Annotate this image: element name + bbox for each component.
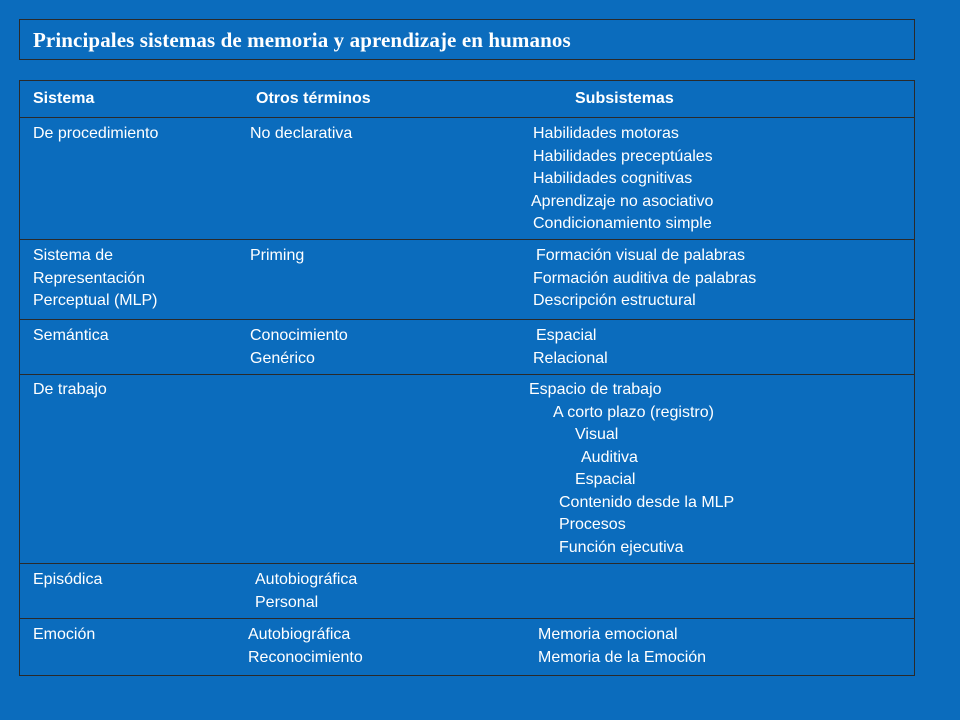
cell-line: Sistema de (33, 247, 114, 264)
cell-sistema (33, 325, 109, 348)
cell-line: Emoción (33, 626, 96, 643)
cell-subsistemas (529, 379, 734, 559)
cell-line: De trabajo (33, 381, 107, 398)
cell-line: De procedimiento (33, 125, 159, 142)
title-box (19, 19, 915, 60)
cell-line: No declarativa (250, 125, 353, 142)
cell-line: Genérico (250, 349, 315, 367)
cell-line: Auditiva (581, 448, 638, 466)
memory-systems-table (19, 80, 915, 676)
cell-sistema (33, 624, 95, 647)
cell-line: Personal (255, 593, 319, 611)
header-sistema: Sistema (33, 90, 95, 107)
cell-sistema (33, 569, 102, 592)
cell-otros (255, 569, 357, 614)
cell-line: A corto plazo (registro) (553, 403, 714, 421)
cell-line: Habilidades preceptúales (533, 147, 713, 165)
cell-line: Habilidades cognitivas (533, 170, 693, 187)
cell-line: Memoria de la Emoción (538, 648, 707, 666)
cell-otros (248, 624, 363, 669)
cell-line: Espacial (575, 471, 636, 488)
cell-line: Procesos (559, 516, 626, 533)
cell-sistema (33, 123, 158, 146)
cell-line: Memoria emocional (538, 626, 678, 643)
page-title: Principales sistemas de memoria y aprendizaje en humanos (33, 28, 571, 52)
cell-line: Contenido desde la MLP (559, 493, 735, 511)
cell-line: Visual (575, 426, 619, 443)
cell-line: Perceptual (MLP) (33, 292, 158, 309)
table-header-row (20, 81, 914, 117)
cell-line: Condicionamiento simple (533, 215, 712, 232)
cell-line: Episódica (33, 571, 103, 588)
cell-line: Descripción estructural (533, 292, 696, 309)
cell-line: Priming (250, 247, 305, 264)
table-row (20, 374, 914, 563)
cell-line: Espacio de trabajo (529, 381, 662, 398)
cell-line: Autobiográfica (248, 626, 351, 643)
cell-otros (250, 245, 304, 268)
cell-line: Espacial (536, 327, 597, 344)
cell-line: Habilidades motoras (533, 125, 679, 142)
table-row (20, 563, 914, 618)
cell-sistema (33, 245, 158, 313)
cell-line: Semántica (33, 327, 109, 344)
table-row (20, 319, 914, 374)
cell-subsistemas (538, 624, 706, 669)
cell-line: Relacional (533, 349, 608, 367)
cell-line: Formación auditiva de palabras (533, 269, 757, 287)
cell-subsistemas (533, 123, 713, 236)
table-row (20, 117, 914, 239)
table-row (20, 618, 914, 675)
header-otros-terminos: Otros términos (256, 90, 371, 107)
cell-subsistemas (533, 325, 608, 370)
cell-sistema (33, 379, 107, 402)
cell-subsistemas (533, 245, 756, 313)
cell-line: Autobiográfica (255, 571, 358, 588)
cell-otros (250, 325, 348, 370)
cell-line: Función ejecutiva (559, 538, 684, 556)
cell-line: Formación visual de palabras (536, 247, 745, 264)
table-row (20, 239, 914, 319)
header-subsistemas: Subsistemas (575, 90, 674, 107)
cell-line: Aprendizaje no asociativo (531, 192, 714, 210)
cell-line: Reconocimiento (248, 648, 363, 666)
cell-line: Representación (33, 269, 146, 287)
cell-line: Conocimiento (250, 327, 348, 344)
cell-otros (250, 123, 352, 146)
